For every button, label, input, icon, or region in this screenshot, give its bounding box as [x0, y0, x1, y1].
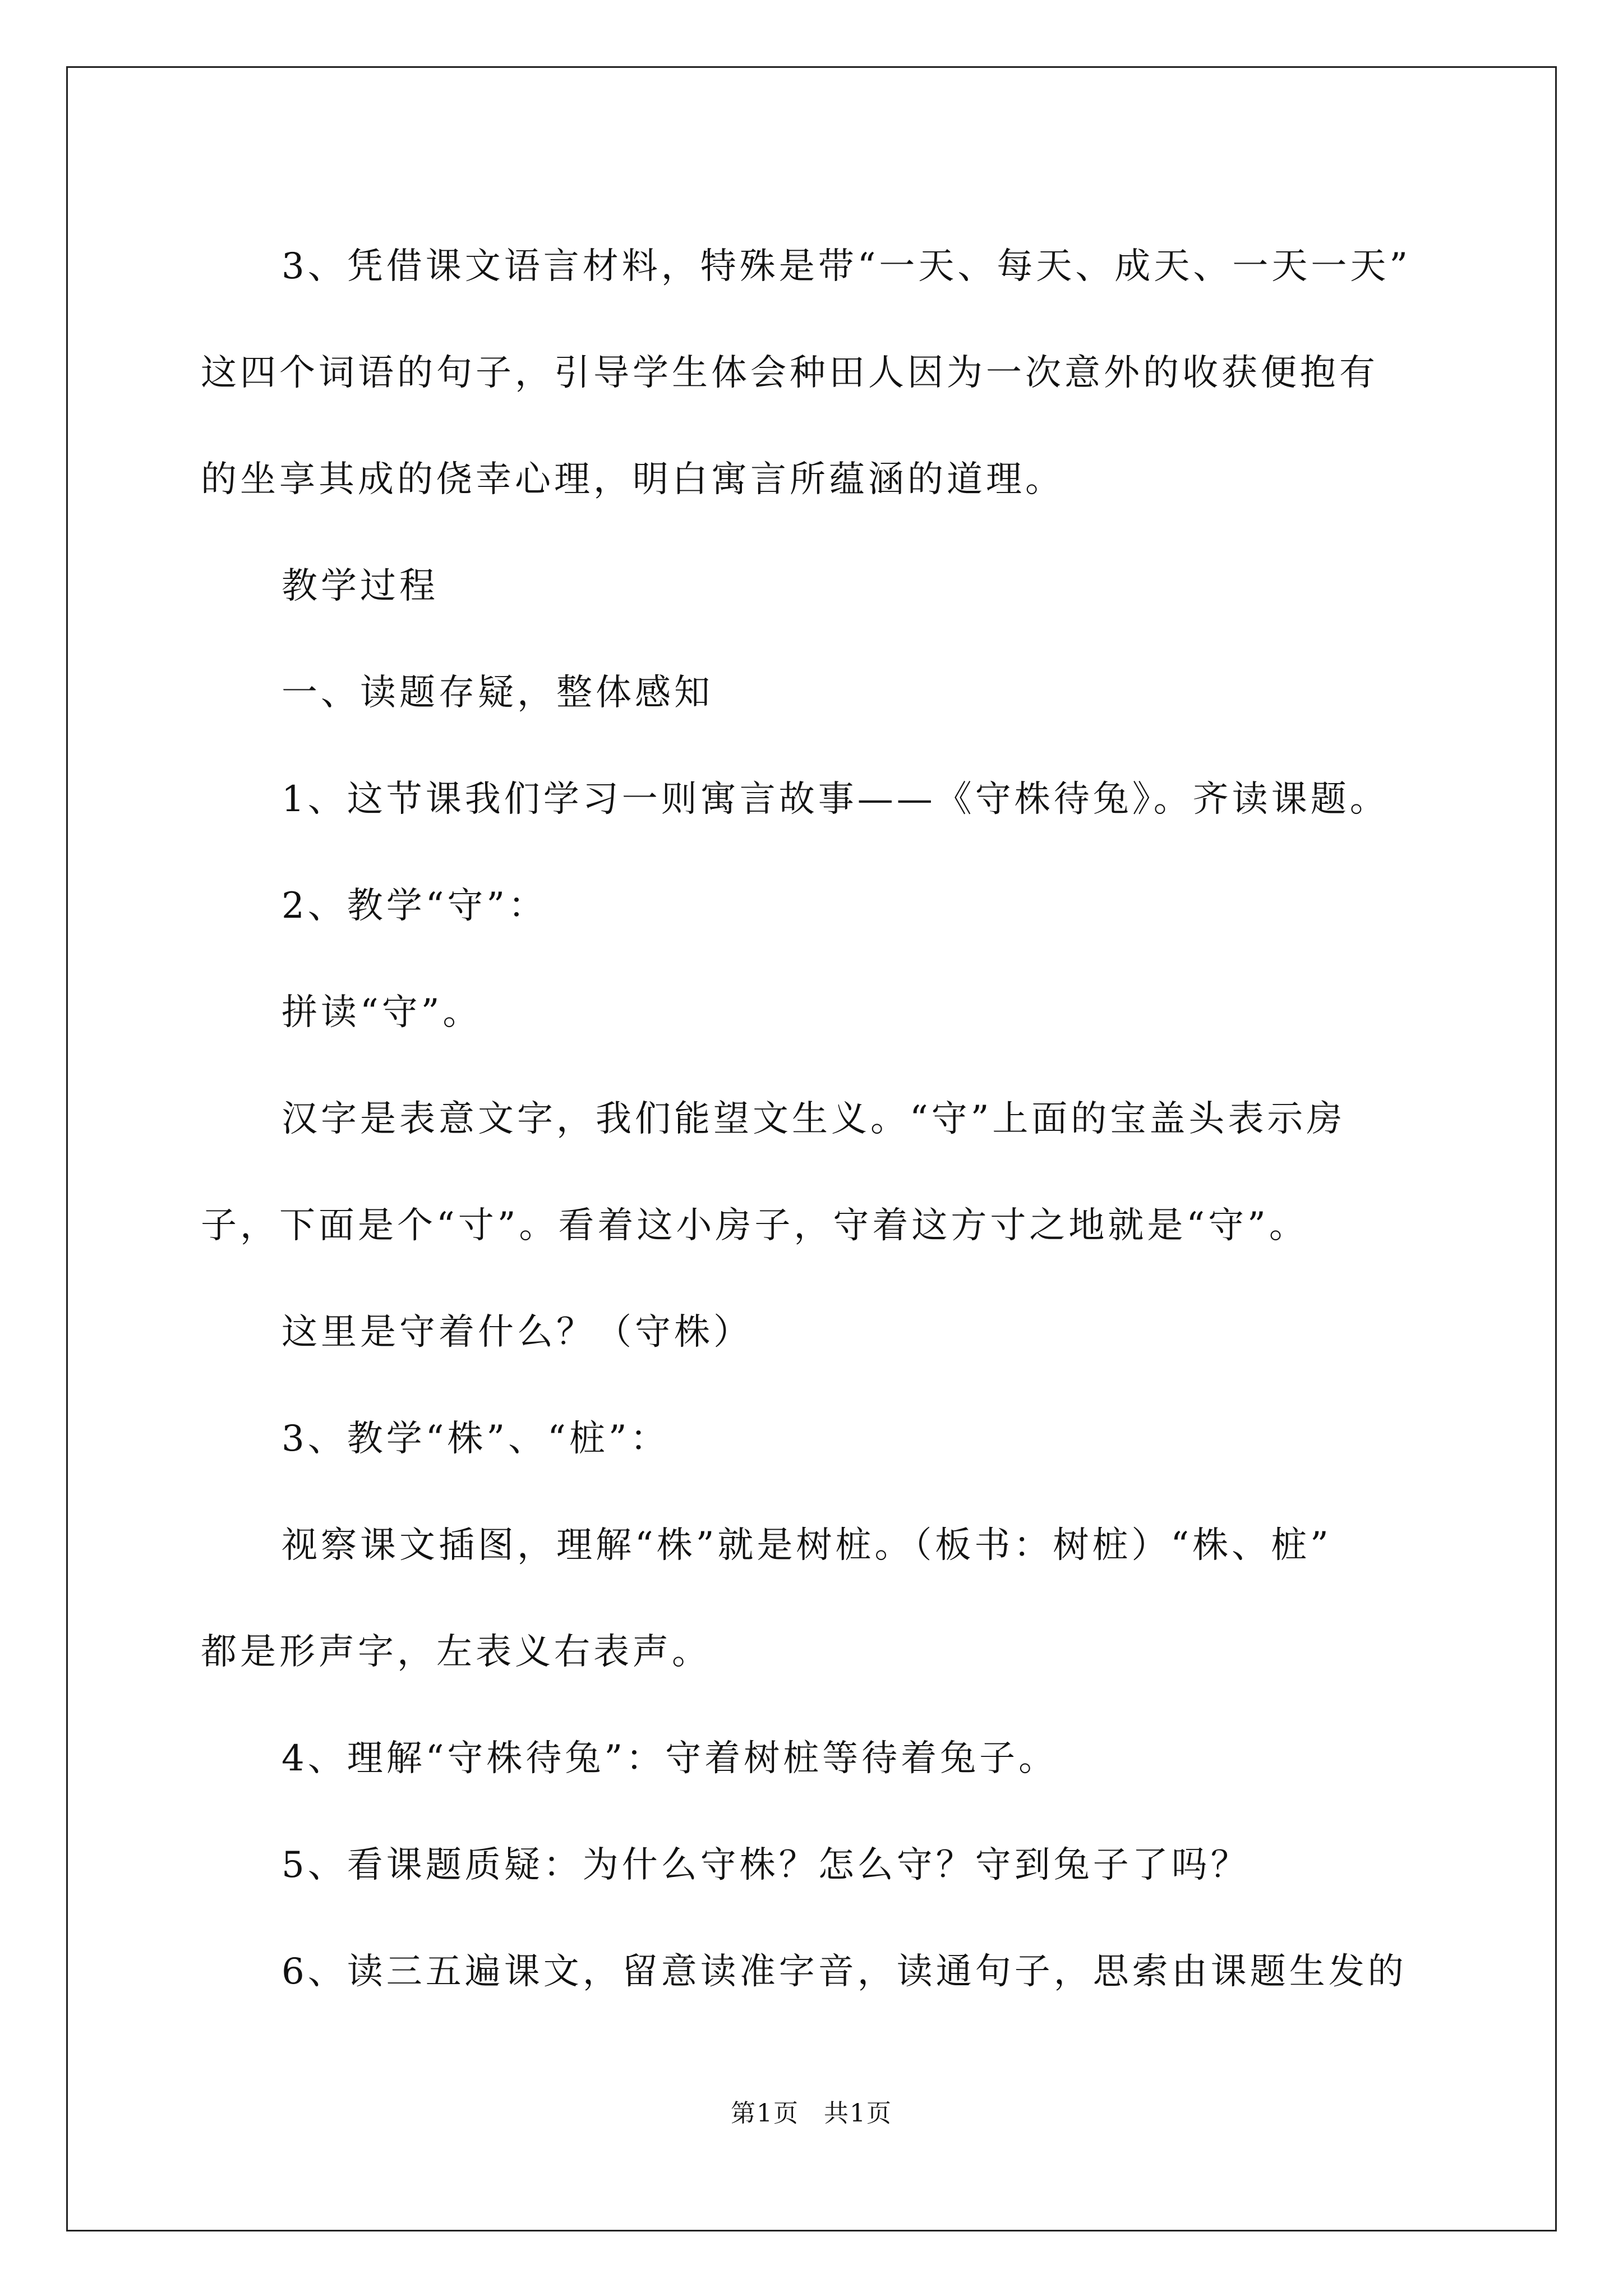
paragraph-line: 4、理解“守株待兔”：守着树桩等待着兔子。	[282, 1738, 1058, 1779]
section-heading: 一、读题存疑，整体感知	[282, 672, 713, 714]
paragraph-line: 汉字是表意文字，我们能望文生义。“守”上面的宝盖头表示房	[282, 1098, 1346, 1140]
paragraph-line: 6、读三五遍课文，留意读准字音，读通句子，思索由课题生发的	[282, 1951, 1407, 1993]
section-heading: 教学过程	[282, 565, 439, 607]
document-body	[201, 213, 1468, 2025]
paragraph-line: 这四个词语的句子，引导学生体会种田人因为一次意外的收获便抱有	[201, 352, 1378, 394]
paragraph-line: 1、这节课我们学习一则寓言故事——《守株待兔》。齐读课题。	[282, 779, 1389, 820]
paragraph-line: 3、教学“株”、“桩”：	[282, 1418, 670, 1460]
page-footer	[0, 2097, 1623, 2131]
paragraph-line: 3、凭借课文语言材料，特殊是带“一天、每天、成天、一天一天”	[282, 246, 1412, 287]
paragraph-line: 2、教学“守”：	[282, 885, 548, 927]
paragraph-line: 都是形声字，左表义右表声。	[201, 1631, 711, 1673]
paragraph-line: 这里是守着什么？（守株）	[282, 1312, 753, 1353]
paragraph-line: 拼读“守”。	[282, 992, 482, 1033]
paragraph-line: 5、看课题质疑：为什么守株？怎么守？守到兔子了吗？	[282, 1844, 1250, 1886]
page-number: 第1页	[731, 2099, 799, 2128]
page-total: 共1页	[824, 2099, 892, 2128]
paragraph-line: 的坐享其成的侥幸心理，明白寓言所蕴涵的道理。	[201, 459, 1064, 500]
paragraph-line: 子，下面是个“寸”。看着这小房子，守着这方寸之地就是“守”。	[201, 1205, 1308, 1246]
paragraph-line: 视察课文插图，理解“株”就是树桩。（板书：树桩）“株、桩”	[282, 1525, 1332, 1566]
